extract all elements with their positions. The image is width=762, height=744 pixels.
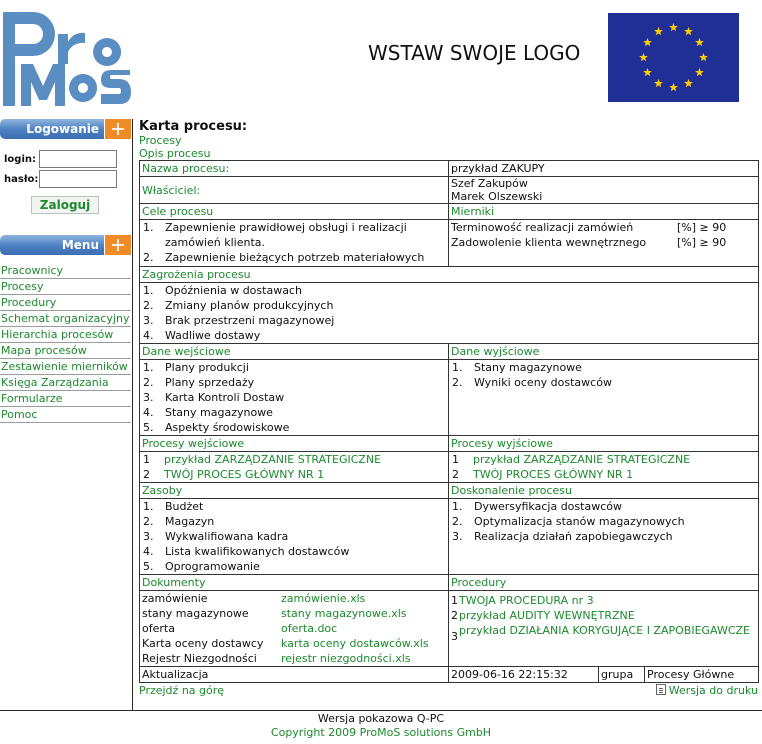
procedure-link[interactable]: przykład DZIAŁANIA KORYGUJĄCE I ZAPOBIEGAWCZE xyxy=(459,624,751,637)
goals-label: Cele procesu xyxy=(140,204,449,220)
resources-label: Zasoby xyxy=(140,483,449,499)
list-item: 2. Optymalizacja stanów magazynowych xyxy=(452,515,685,528)
outputs-cell xyxy=(449,360,759,436)
eu-flag-image xyxy=(608,13,739,102)
login-panel-title: Logowanie xyxy=(26,122,99,136)
resources-cell xyxy=(140,499,449,575)
doc-link[interactable]: zamówienie.xls xyxy=(281,592,366,605)
measure-row: Zadowolenie klienta wewnętrznego [%] ≥ 90 xyxy=(451,236,727,249)
doc-row: zamówienie zamówienie.xls xyxy=(142,591,446,606)
table-row xyxy=(140,575,759,591)
inputs-cell xyxy=(140,360,449,436)
menu-item-hierarchia[interactable]: Hierarchia procesów xyxy=(0,327,131,343)
improve-label: Doskonalenie procesu xyxy=(449,483,759,499)
threats-cell xyxy=(140,283,759,344)
menu-item-zestawienie[interactable]: Zestawienie mierników xyxy=(0,359,131,375)
list-item: 2. Wyniki oceny dostawców xyxy=(452,376,612,389)
goals-list xyxy=(142,220,446,265)
menu-item-procesy[interactable]: Procesy xyxy=(0,279,131,295)
list-item: 2. Plany sprzedaży xyxy=(143,376,255,389)
measures-label: Mierniki xyxy=(449,204,759,220)
main-content xyxy=(139,119,758,698)
list-item: 3. Wykwalifiowana kadra xyxy=(143,530,289,543)
table-row xyxy=(140,360,759,436)
table-row xyxy=(140,283,759,344)
ornament-icon xyxy=(104,235,131,255)
list-item: 1. Zapewnienie prawidłowej obsługi i realizacji zamówień klienta. xyxy=(143,221,407,249)
list-item: 1 przykład ZARZĄDZANIE STRATEGICZNE xyxy=(452,453,691,466)
list-item: 5. Oprogramowanie xyxy=(143,560,260,573)
logo-placeholder-text: WSTAW SWOJE LOGO xyxy=(368,41,581,65)
list-item: 2. Magazyn xyxy=(143,515,215,528)
menu-item-schemat[interactable]: Schemat organizacyjny xyxy=(1,312,130,325)
login-input[interactable] xyxy=(39,150,117,168)
update-value: 2009-06-16 22:15:32 xyxy=(449,667,599,683)
proc-out-link[interactable]: TWÓJ PROCES GŁÓWNY NR 1 xyxy=(473,468,634,481)
table-row xyxy=(140,161,759,177)
back-to-top-link[interactable]: Przejdź na górę xyxy=(139,684,225,697)
menu-item-ksiega[interactable]: Księga Zarządzania xyxy=(0,375,131,391)
process-name-value: przykład ZAKUPY xyxy=(449,161,759,177)
table-row xyxy=(140,204,759,220)
doc-link[interactable]: rejestr niezgodności.xls xyxy=(281,652,411,665)
procedure-link[interactable]: TWOJA PROCEDURA nr 3 xyxy=(459,594,594,607)
list-item: 1. Opóźnienia w dostawach xyxy=(143,284,302,297)
list-item: 1. Budżet xyxy=(143,500,204,513)
process-card-table xyxy=(139,160,759,683)
table-row xyxy=(140,220,759,267)
doc-link[interactable]: oferta.doc xyxy=(281,622,338,635)
sidebar-divider xyxy=(132,119,133,711)
footer-copyright[interactable]: Copyright 2009 ProMoS solutions GmbH xyxy=(270,726,492,739)
bottom-links xyxy=(139,684,758,698)
procedures-cell xyxy=(449,591,759,667)
proc-out-link[interactable]: przykład ZARZĄDZANIE STRATEGICZNE xyxy=(473,453,691,466)
list-item: 1. Plany produkcji xyxy=(143,361,249,374)
link-procesy[interactable]: Procesy xyxy=(139,134,182,147)
list-item: 1 TWOJA PROCEDURA nr 3 xyxy=(451,594,594,607)
docs-cell xyxy=(140,591,449,667)
list-item: 3 przykład DZIAŁANIA KORYGUJĄCE I ZAPOBIEGAWCZE xyxy=(451,624,751,643)
update-label: Aktualizacja xyxy=(140,667,449,683)
process-name-label: Nazwa procesu: xyxy=(140,161,449,177)
doc-row: Karta oceny dostawcy karta oceny dostawców.xls xyxy=(142,636,446,651)
list-item: 3. Brak przestrzeni magazynowej xyxy=(143,314,335,327)
group-label: grupa xyxy=(599,667,645,683)
proc-out-cell xyxy=(449,452,759,483)
footer xyxy=(0,712,762,740)
table-row xyxy=(140,344,759,360)
list-item: 2. Zapewnienie bieżących potrzeb materiałowych xyxy=(143,251,425,264)
menu-item-procedury[interactable]: Procedury xyxy=(0,295,131,311)
list-item: 2. Zmiany planów produkcyjnych xyxy=(143,299,334,312)
list-item: 2 TWÓJ PROCES GŁÓWNY NR 1 xyxy=(143,468,325,481)
password-row xyxy=(4,174,38,185)
list-item: 1 przykład ZARZĄDZANIE STRATEGICZNE xyxy=(143,453,382,466)
proc-in-label: Procesy wejściowe xyxy=(140,436,449,452)
list-item: 4. Wadliwe dostawy xyxy=(143,329,261,342)
proc-in-link[interactable]: TWÓJ PROCES GŁÓWNY NR 1 xyxy=(164,468,325,481)
menu-panel-header xyxy=(0,235,131,255)
page-title: Karta procesu: xyxy=(139,119,248,134)
table-row xyxy=(140,499,759,575)
table-row xyxy=(140,591,759,667)
improve-list xyxy=(451,499,756,544)
login-label: login: xyxy=(4,154,37,165)
list-item: 3. Karta Kontroli Dostaw xyxy=(143,391,285,404)
improve-cell xyxy=(449,499,759,575)
link-opis-procesu[interactable]: Opis procesu xyxy=(139,147,211,160)
password-label: hasło: xyxy=(4,174,39,185)
proc-out-label: Procesy wyjściowe xyxy=(449,436,759,452)
menu-panel-title: Menu xyxy=(61,238,99,252)
login-panel-header xyxy=(0,119,131,139)
menu-item-pomoc[interactable]: Pomoc xyxy=(0,407,131,423)
table-row xyxy=(140,483,759,499)
procedures-list xyxy=(451,594,756,645)
procedures-label: Procedury xyxy=(449,575,759,591)
menu-item-mapa[interactable]: Mapa procesów xyxy=(0,343,131,359)
doc-row: Rejestr Niezgodności rejestr niezgodności.xls xyxy=(142,651,446,666)
measure-row: Terminowość realizacji zamówień [%] ≥ 90 xyxy=(451,221,727,234)
inputs-label: Dane wejściowe xyxy=(140,344,449,360)
ornament-icon xyxy=(104,119,131,139)
footer-divider xyxy=(0,710,762,711)
proc-in-list xyxy=(142,452,446,482)
proc-in-link[interactable]: przykład ZARZĄDZANIE STRATEGICZNE xyxy=(164,453,382,466)
group-value: Procesy Główne xyxy=(645,667,759,683)
promos-logo xyxy=(3,12,131,106)
list-item: 1. Dywersyfikacja dostawców xyxy=(452,500,622,513)
owner-cell xyxy=(449,177,759,204)
threats-label: Zagrożenia procesu xyxy=(140,267,759,283)
resources-list xyxy=(142,499,446,574)
table-row xyxy=(140,667,759,683)
list-item: 3. Realizacja działań zapobiegawczych xyxy=(452,530,673,543)
proc-out-list xyxy=(451,452,756,482)
table-row xyxy=(140,177,759,204)
procedure-link[interactable]: przykład AUDITY WEWNĘTRZNE xyxy=(459,609,635,622)
proc-in-cell xyxy=(140,452,449,483)
login-button[interactable]: Zaloguj xyxy=(31,196,99,214)
outputs-label: Dane wyjściowe xyxy=(449,344,759,360)
doc-link[interactable]: stany magazynowe.xls xyxy=(281,607,407,620)
owner-value: Szef Zakupów xyxy=(451,177,528,190)
password-input[interactable] xyxy=(39,170,117,188)
list-item: 1. Stany magazynowe xyxy=(452,361,582,374)
list-item: 4. Lista kwalifikowanych dostawców xyxy=(143,545,350,558)
footer-version: Wersja pokazowa Q-PC xyxy=(317,712,445,725)
threats-list xyxy=(142,283,756,343)
doc-row: stany magazynowe stany magazynowe.xls xyxy=(142,606,446,621)
list-item: 2 TWÓJ PROCES GŁÓWNY NR 1 xyxy=(452,468,634,481)
doc-link[interactable]: karta oceny dostawców.xls xyxy=(281,637,429,650)
print-version-label: Wersja do druku xyxy=(668,684,758,697)
list-item: 5. Aspekty środowiskowe xyxy=(143,421,290,434)
owner-value: Marek Olszewski xyxy=(451,190,543,203)
doc-row: oferta oferta.doc xyxy=(142,621,446,636)
table-row xyxy=(140,452,759,483)
menu-item-formularze[interactable]: Formularze xyxy=(0,391,131,407)
inputs-list xyxy=(142,360,446,435)
list-item: 2 przykład AUDITY WEWNĘTRZNE xyxy=(451,609,635,622)
docs-label: Dokumenty xyxy=(140,575,449,591)
owner-label: Właściciel: xyxy=(140,177,449,204)
sidebar-menu xyxy=(0,263,131,423)
list-item: 4. Stany magazynowe xyxy=(143,406,273,419)
measures-cell xyxy=(449,220,759,267)
printer-icon xyxy=(656,684,666,695)
table-row xyxy=(140,436,759,452)
outputs-list xyxy=(451,360,756,390)
print-version-link[interactable] xyxy=(656,684,758,698)
table-row xyxy=(140,267,759,283)
login-row xyxy=(4,154,36,165)
goals-cell xyxy=(140,220,449,267)
menu-item-pracownicy[interactable]: Pracownicy xyxy=(0,263,131,279)
